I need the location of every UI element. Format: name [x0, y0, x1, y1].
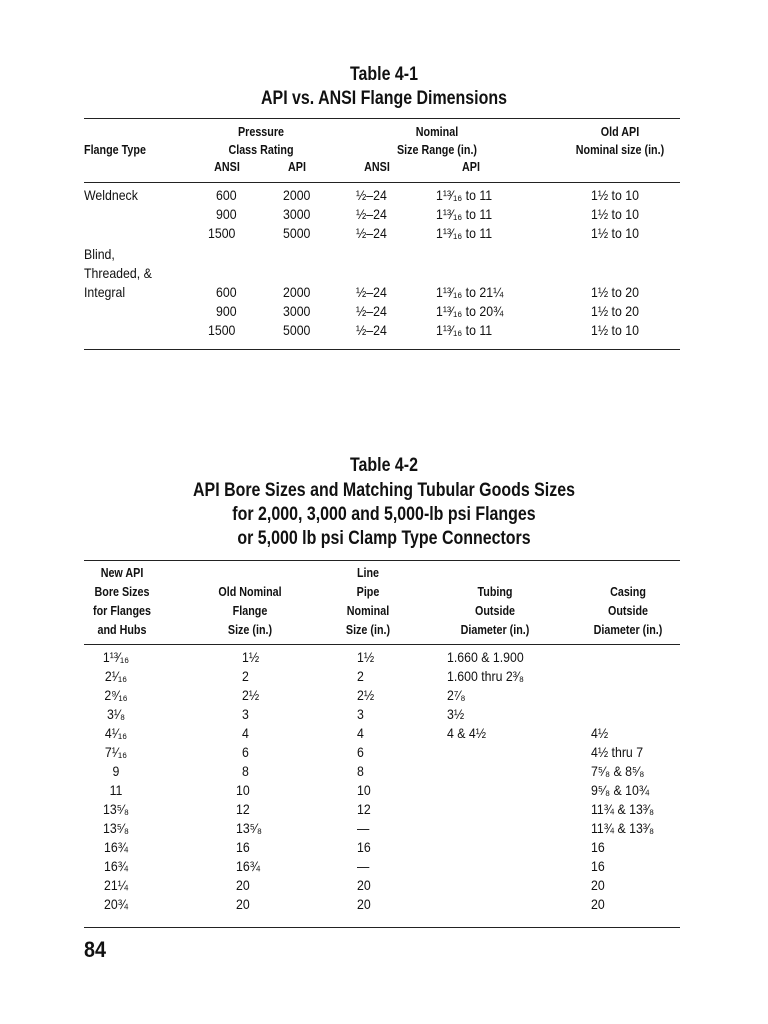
t2-cell-newapi: 20¾ [104, 896, 128, 912]
t2-cell-oldnom: 2½ [242, 687, 260, 703]
t2-cell-line: 1½ [357, 649, 375, 665]
t1-cell-type: Integral [84, 284, 126, 300]
t2-cell-newapi: 16¾ [104, 858, 128, 874]
t2-header-tubing: Outside [474, 604, 516, 618]
t2-cell-oldnom: 20 [236, 877, 250, 893]
t2-cell-tubing: 1.660 & 1.900 [447, 649, 524, 665]
t2-cell-line: — [357, 858, 370, 874]
t2-header-old-nominal: Old Nominal [218, 585, 282, 599]
table1-bottom-rule [84, 349, 680, 350]
t1-cell-nom-ansi: ½–24 [356, 303, 387, 319]
table1-subtitle: API vs. ANSI Flange Dimensions [261, 88, 507, 109]
t1-cell-nom-api: 1¹³⁄₁₆ to 11 [436, 187, 493, 203]
t2-cell-casing: 16 [591, 839, 605, 855]
t1-cell-old: 1½ to 10 [591, 187, 639, 203]
table2-subtitle-line1: API Bore Sizes and Matching Tubular Goods Sizes [193, 480, 575, 501]
t1-cell-ansi: 1500 [208, 322, 236, 338]
t2-cell-line: 4 [357, 725, 364, 741]
t2-cell-newapi: 2⁹⁄₁₆ [104, 687, 128, 703]
t1-cell-old: 1½ to 20 [591, 303, 639, 319]
t2-header-tubing: Diameter (in.) [460, 623, 530, 637]
table2-top-rule [84, 560, 680, 561]
t1-cell-old: 1½ to 10 [591, 322, 639, 338]
t2-cell-casing: 11¾ & 13³⁄₈ [591, 801, 655, 817]
t2-cell-newapi: 16¾ [104, 839, 128, 855]
t2-cell-oldnom: 20 [236, 896, 250, 912]
t1-cell-type: Threaded, & [84, 265, 152, 281]
t1-header-flange-type: Flange Type [84, 143, 146, 157]
t1-header-ansi: ANSI [214, 160, 240, 174]
t2-cell-oldnom: 10 [236, 782, 250, 798]
t2-cell-line: 3 [357, 706, 364, 722]
t2-header-newapi: Bore Sizes [94, 585, 150, 599]
t2-header-tubing: Tubing [477, 585, 513, 599]
t2-cell-line: 6 [357, 744, 364, 760]
t2-cell-line: 12 [357, 801, 371, 817]
t2-cell-line: 2 [357, 668, 364, 684]
t2-cell-casing: 4½ [591, 725, 609, 741]
t1-cell-nom-ansi: ½–24 [356, 225, 387, 241]
t2-cell-newapi: 7¹⁄₁₆ [104, 744, 128, 760]
t1-cell-old: 1½ to 10 [591, 206, 639, 222]
t1-header-size-range: Size Range (in.) [396, 143, 478, 157]
t2-cell-line: 2½ [357, 687, 375, 703]
t1-cell-ansi: 900 [216, 303, 237, 319]
t2-header-line-pipe: Size (in.) [345, 623, 391, 637]
t1-header-pressure: Pressure [237, 125, 285, 139]
t2-cell-oldnom: 12 [236, 801, 250, 817]
t2-cell-casing: 20 [591, 896, 605, 912]
table2-subtitle-line2: for 2,000, 3,000 and 5,000-lb psi Flanges [232, 504, 536, 525]
t2-cell-oldnom: 16 [236, 839, 250, 855]
t2-cell-oldnom: 8 [242, 763, 249, 779]
t1-cell-nom-ansi: ½–24 [356, 206, 387, 222]
t2-cell-newapi: 13⁵⁄₈ [103, 820, 129, 836]
t1-cell-api: 3000 [283, 206, 311, 222]
t2-cell-tubing: 3½ [447, 706, 465, 722]
t1-cell-api: 5000 [283, 322, 311, 338]
t1-header-nom-api: API [462, 160, 480, 174]
t2-header-old-nominal: Size (in.) [227, 623, 273, 637]
t2-cell-oldnom: 1½ [242, 649, 260, 665]
t2-cell-tubing: 2⁷⁄₈ [447, 687, 466, 703]
t1-cell-nom-ansi: ½–24 [356, 322, 387, 338]
table2-title: Table 4-2 [349, 455, 419, 476]
t2-cell-casing: 9⁵⁄₈ & 10¾ [591, 782, 650, 798]
t2-header-newapi: New API [100, 566, 144, 580]
t2-cell-tubing: 4 & 4½ [447, 725, 487, 741]
t2-header-line-pipe: Pipe [356, 585, 380, 599]
t2-header-casing: Casing [610, 585, 646, 599]
t1-header-old-api: Old API [600, 125, 640, 139]
t2-cell-newapi: 1¹³⁄₁₆ [102, 649, 130, 665]
t2-cell-newapi: 21¼ [104, 877, 128, 893]
t2-header-casing: Diameter (in.) [593, 623, 663, 637]
t2-cell-casing: 16 [591, 858, 605, 874]
t2-cell-line: 16 [357, 839, 371, 855]
t1-cell-nom-api: 1¹³⁄₁₆ to 21¼ [436, 284, 504, 300]
t2-cell-line: 20 [357, 896, 371, 912]
t2-cell-oldnom: 16¾ [236, 858, 260, 874]
t1-cell-api: 5000 [283, 225, 311, 241]
t2-cell-line: 20 [357, 877, 371, 893]
t1-cell-ansi: 600 [216, 284, 237, 300]
t2-cell-oldnom: 6 [242, 744, 249, 760]
t1-header-nom-ansi: ANSI [364, 160, 390, 174]
t2-header-casing: Outside [607, 604, 649, 618]
t2-cell-newapi: 2¹⁄₁₆ [104, 668, 128, 684]
t1-header-api: API [288, 160, 306, 174]
table2-bottom-rule [84, 927, 680, 928]
t2-cell-newapi: 3¹⁄₈ [106, 706, 126, 722]
table1-title: Table 4-1 [349, 64, 419, 85]
t1-cell-nom-api: 1¹³⁄₁₆ to 11 [436, 206, 493, 222]
t1-cell-ansi: 900 [216, 206, 237, 222]
t2-header-line-pipe: Nominal [346, 604, 390, 618]
t2-cell-oldnom: 13⁵⁄₈ [236, 820, 262, 836]
t1-cell-nom-ansi: ½–24 [356, 187, 387, 203]
t2-cell-tubing: 1.600 thru 2³⁄₈ [447, 668, 525, 684]
t1-cell-api: 3000 [283, 303, 311, 319]
t1-cell-type: Blind, [84, 246, 115, 262]
t2-cell-line: — [357, 820, 370, 836]
t2-cell-newapi: 13⁵⁄₈ [103, 801, 129, 817]
table1-top-rule [84, 118, 680, 119]
t2-header-newapi: for Flanges [93, 604, 151, 618]
t2-cell-casing: 7⁵⁄₈ & 8⁵⁄₈ [591, 763, 645, 779]
t2-cell-casing: 20 [591, 877, 605, 893]
t1-cell-old: 1½ to 20 [591, 284, 639, 300]
t1-header-nominal: Nominal [415, 125, 459, 139]
t2-header-old-nominal: Flange [232, 604, 268, 618]
t2-cell-casing: 4½ thru 7 [591, 744, 644, 760]
t1-header-class-rating: Class Rating [228, 143, 294, 157]
t2-header-line-pipe: Line [356, 566, 380, 580]
t2-cell-line: 10 [357, 782, 371, 798]
t2-cell-newapi: 9 [112, 763, 120, 779]
t2-header-newapi: and Hubs [97, 623, 147, 637]
t1-cell-api: 2000 [283, 284, 311, 300]
t2-cell-casing: 11¾ & 13³⁄₈ [591, 820, 655, 836]
t1-cell-nom-api: 1¹³⁄₁₆ to 11 [436, 225, 493, 241]
t1-cell-nom-api: 1¹³⁄₁₆ to 11 [436, 322, 493, 338]
t1-cell-nom-api: 1¹³⁄₁₆ to 20¾ [436, 303, 504, 319]
t1-cell-api: 2000 [283, 187, 311, 203]
t2-cell-newapi: 4¹⁄₁₆ [104, 725, 128, 741]
table2-header-rule [84, 644, 680, 645]
t1-cell-nom-ansi: ½–24 [356, 284, 387, 300]
t1-cell-type: Weldneck [84, 187, 138, 203]
page-number: 84 [84, 937, 107, 962]
table2-subtitle-line3: or 5,000 lb psi Clamp Type Connectors [237, 528, 531, 549]
t1-header-old-nominal-size: Nominal size (in.) [575, 143, 665, 157]
t2-cell-oldnom: 3 [242, 706, 249, 722]
t2-cell-newapi: 11 [109, 782, 123, 798]
t2-cell-oldnom: 4 [242, 725, 249, 741]
table1-header-rule [84, 182, 680, 183]
t2-cell-oldnom: 2 [242, 668, 249, 684]
t1-cell-old: 1½ to 10 [591, 225, 639, 241]
t1-cell-ansi: 1500 [208, 225, 236, 241]
t1-cell-ansi: 600 [216, 187, 237, 203]
t2-cell-line: 8 [357, 763, 364, 779]
